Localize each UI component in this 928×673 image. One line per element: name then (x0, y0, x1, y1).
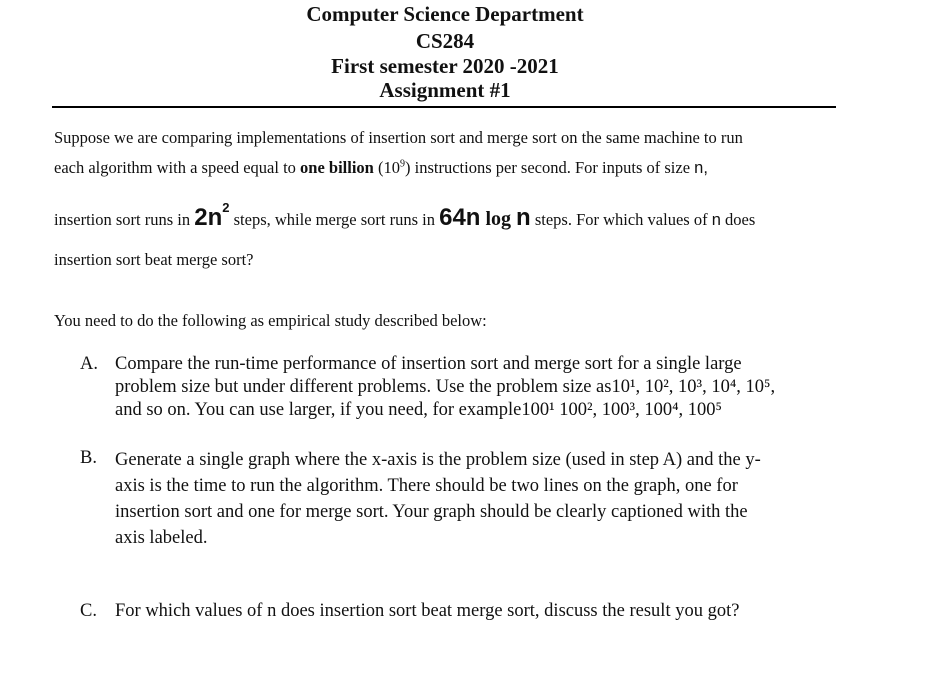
task-intro: You need to do the following as empirical study described below: (54, 311, 487, 330)
item-b-line-4: axis labeled. (115, 528, 208, 548)
item-label: A. (80, 354, 98, 374)
insertion-sort-cost: 2n (194, 204, 223, 231)
merge-sort-n: n (516, 204, 531, 231)
header-divider (52, 106, 836, 108)
intro-text: steps, while merge sort runs in (229, 210, 440, 229)
variable-n: n (711, 211, 721, 229)
intro-line-2 (54, 158, 708, 178)
intro-text: (10 (373, 158, 400, 177)
item-a-line-2: problem size but under different problems. Use the problem size as10¹, 10², 10³, 10⁴, 10⁵, (115, 377, 776, 397)
intro-text: insertion sort runs in (54, 210, 195, 229)
item-b-line-2: axis is the time to run the algorithm. There should be two lines on the graph, one for (115, 476, 738, 496)
intro-line-1: Suppose we are comparing implementations of insertion sort and merge sort on the same machine to run (54, 128, 743, 147)
merge-sort-log: log (480, 208, 517, 230)
variable-n: n, (694, 159, 708, 177)
course-code: CS284 (415, 29, 475, 53)
department-title: Computer Science Department (306, 2, 584, 26)
exponent: 2 (222, 200, 230, 215)
intro-text: ) instructions per second. For inputs of size (405, 158, 695, 177)
intro-emphasis: one billion (300, 158, 374, 177)
intro-text: steps. For which values of (530, 210, 712, 229)
assignment-title: Assignment #1 (379, 78, 511, 102)
list-item-a (80, 353, 840, 422)
item-label: C. (80, 601, 97, 621)
item-a-line-1: Compare the run-time performance of insertion sort and merge sort for a single large (115, 354, 742, 374)
intro-text: each algorithm with a speed equal to (54, 158, 301, 177)
item-a-line-3: and so on. You can use larger, if you need, for example100¹ 100², 100³, 100⁴, 100⁵ (115, 400, 722, 420)
item-b-line-1: Generate a single graph where the x-axis is the problem size (used in step A) and the y- (115, 450, 761, 470)
intro-line-3 (54, 200, 756, 232)
list-item-c (80, 600, 840, 623)
item-b-line-3: insertion sort and one for merge sort. Your graph should be clearly captioned with the (115, 502, 748, 522)
item-c-line-1: For which values of n does insertion sort beat merge sort, discuss the result you got? (115, 601, 740, 621)
intro-line-4: insertion sort beat merge sort? (54, 250, 254, 269)
merge-sort-coefficient: 64n (439, 204, 481, 231)
list-item-b (80, 447, 840, 551)
exponent: 9 (400, 158, 405, 170)
semester-title: First semester 2020 -2021 (331, 54, 559, 78)
item-label: B. (80, 448, 97, 468)
intro-text: does (720, 210, 756, 229)
